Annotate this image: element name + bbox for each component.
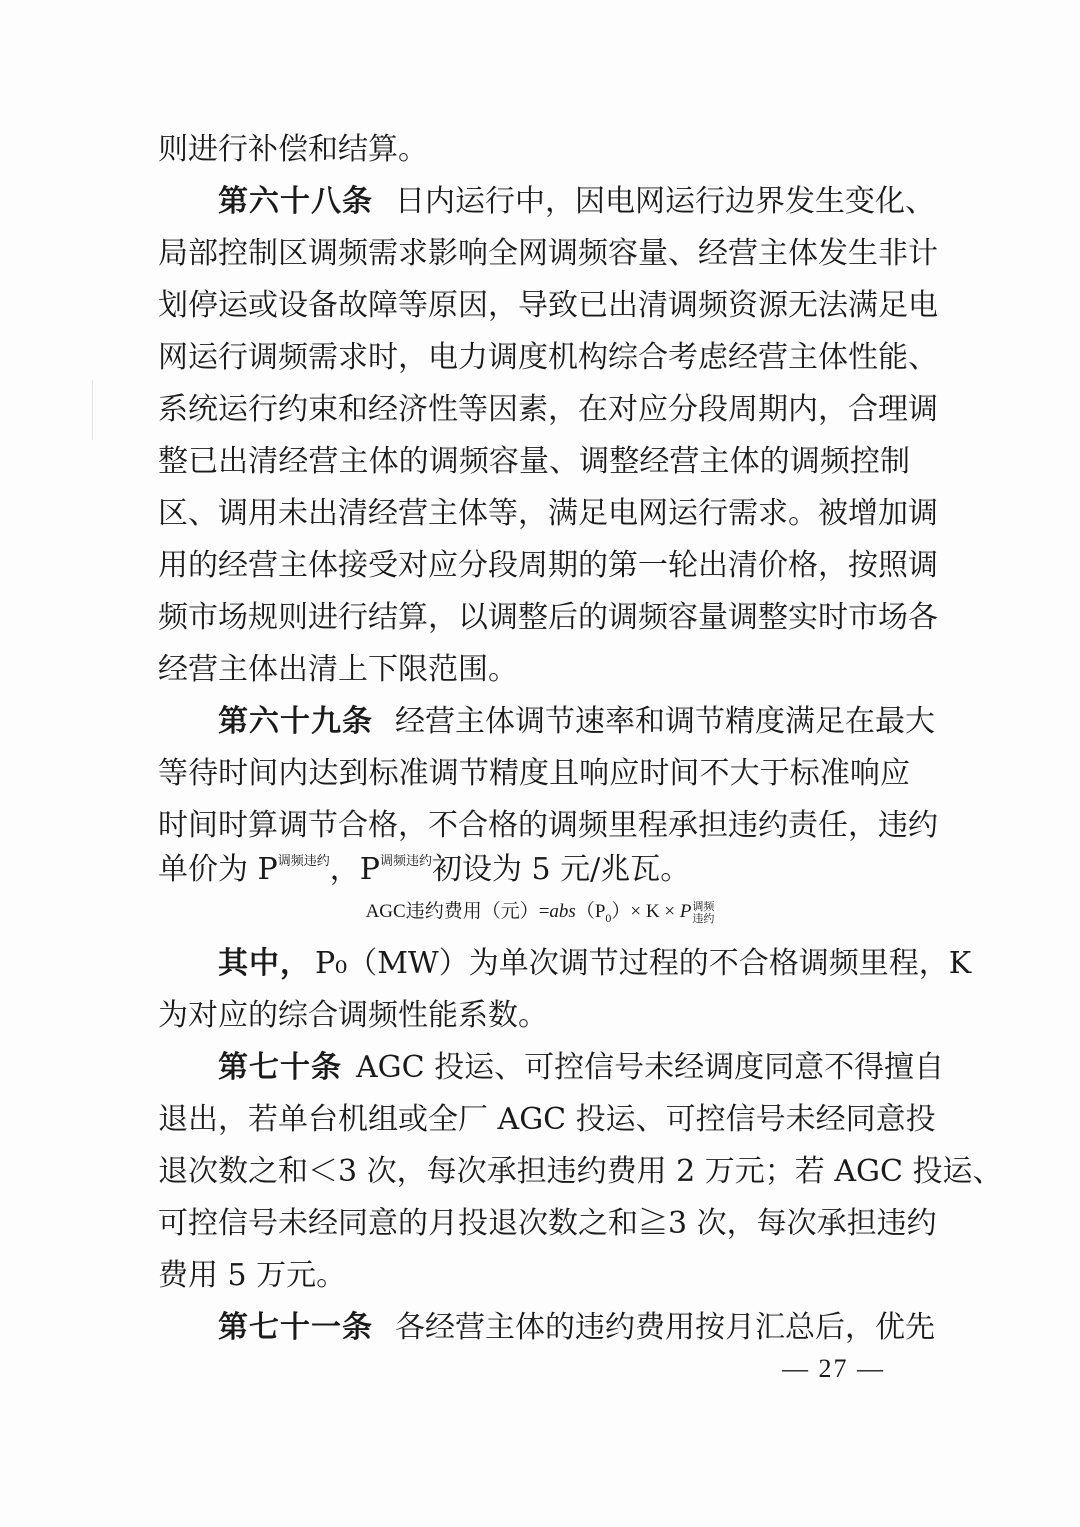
text-line-8 [158,488,938,540]
text-content: 经营主体出清上下限范围。 [158,652,518,687]
article-heading: 第六十八条 [218,184,373,219]
text-content: 系统运行约束和经济性等因素，在对应分段周期内，合理调 [158,392,938,427]
text-content: 费用 5 万元。 [158,1258,347,1293]
text-content: 可控信号未经同意的月投退次数之和≧3 次，每次承担违约 [158,1206,937,1241]
text-content: 网运行调频需求时，电力调度机构综合考虑经营主体性能、 [158,340,938,375]
text-line-20 [158,1094,936,1146]
page-number: — 27 — [782,1354,885,1383]
text-content: 单价为 P [158,852,278,887]
text-line-15 [158,832,910,892]
text-content: 局部控制区调频需求影响全网调频容量、经营主体发生非计 [158,236,938,271]
text-content: 则进行补偿和结算。 [158,132,428,167]
text-content: AGC 投运、可控信号未经调度同意不得擅自 [356,1050,945,1085]
text-line-21 [158,1146,1003,1198]
text-content: 时间时算调节合格，不合格的调频里程承担违约责任，违约 [158,808,938,843]
text-line-5 [158,332,938,384]
superscript: 调频违约 [379,854,432,869]
formula-price-symbol: P [679,901,692,922]
text-line-3 [158,228,938,280]
text-line-22 [158,1198,937,1250]
text-line-23 [158,1250,910,1302]
formula-p0: （P [575,901,606,922]
text-content: 退出，若单台机组或全厂 AGC 投运、可控信号未经同意投 [158,1102,936,1137]
article-71-line-1 [158,1302,935,1354]
text-line-6 [158,384,938,436]
definition-line-1 [158,938,972,990]
article-heading: 第七十一条 [218,1310,373,1345]
formula-p0-subscript: 0 [605,910,612,925]
text-line-7 [158,436,910,488]
article-68-line-1 [158,176,935,228]
superscript: 调频违约 [277,854,330,869]
text-line-10 [158,592,938,644]
article-heading: 第六十九条 [218,704,373,739]
text-line-4 [158,280,938,332]
text-content: P₀（MW）为单次调节过程的不合格调频里程，K [315,946,972,981]
formula-index-top: 调频 [692,900,715,913]
text-content: 各经营主体的违约费用按月汇总后，优先 [395,1310,935,1345]
text-content: 整已出清经营主体的调频容量、调整经营主体的调频控制 [158,444,910,479]
text-content: 退次数之和＜3 次，每次承担违约费用 2 万元；若 AGC 投运、 [158,1154,1003,1189]
text-content: 用的经营主体接受对应分段周期的第一轮出清价格，按照调 [158,548,938,583]
definition-heading: 其中， [218,946,311,981]
article-70-line-1 [158,1042,945,1094]
formula-index-bottom: 违约 [692,912,715,925]
text-line-11 [158,644,910,696]
text-line-9 [158,540,938,592]
text-content: 初设为 5 元/兆瓦。 [431,852,691,887]
text-content: 等待时间内达到标准调节精度且响应时间不大于标准响应 [158,756,910,791]
text-line-18 [158,990,910,1042]
text-content: 日内运行中，因电网运行边界发生变化、 [395,184,935,219]
text-content: 划停运或设备故障等原因，导致已出清调频资源无法满足电 [158,288,938,323]
formula-abs: abs [549,901,576,922]
scan-margin-mark [92,380,93,440]
text-content: 区、调用未出清经营主体等，满足电网运行需求。被增加调 [158,496,938,531]
text-content: 经营主体调节速率和调节精度满足在最大 [395,704,935,739]
article-69-line-1 [158,696,935,748]
penalty-formula [0,896,1080,926]
formula-lhs: AGC违约费用（元）= [365,901,550,922]
formula-rest: ）× K × [611,901,680,922]
text-content: ，P [329,852,380,887]
text-line-1 [158,124,910,176]
text-content: 为对应的综合调频性能系数。 [158,998,548,1033]
formula-price-index [692,901,714,925]
text-content: 频市场规则进行结算，以调整后的调频容量调整实时市场各 [158,600,938,635]
text-line-13 [158,748,910,800]
article-heading: 第七十条 [218,1050,342,1085]
